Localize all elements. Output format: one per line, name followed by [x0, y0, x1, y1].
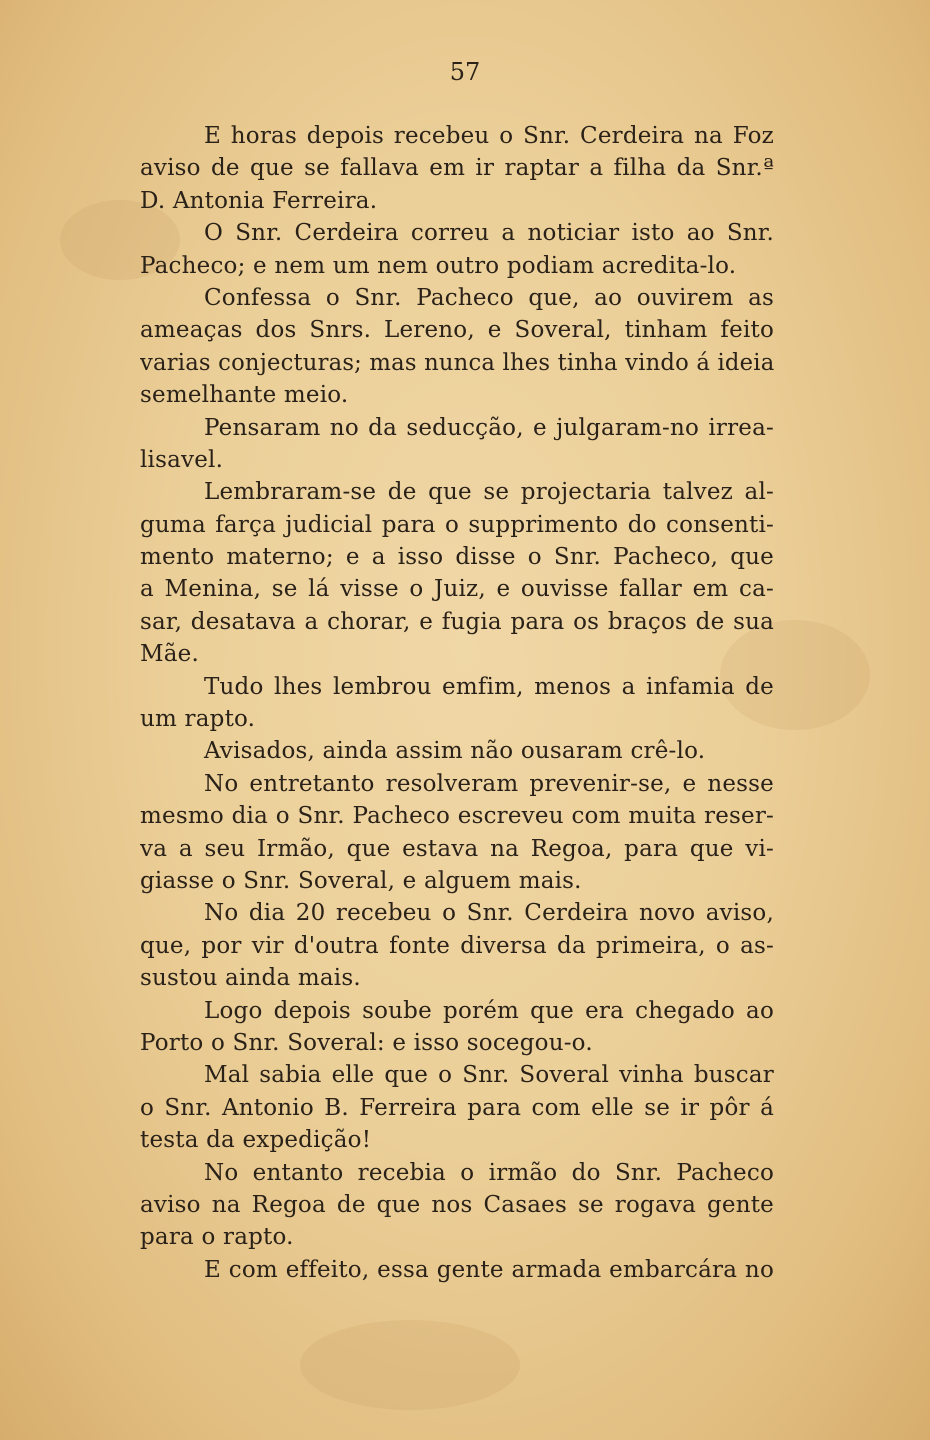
- text-line: No entanto recebia o irmão do Snr. Pacheco: [204, 1159, 774, 1186]
- text-line: sustou ainda mais.: [140, 965, 361, 992]
- text-line: Pensaram no da seducção, e julgaram-no irrea-: [204, 414, 774, 441]
- text-line: E horas depois recebeu o Snr. Cerdeira na Foz: [204, 123, 774, 149]
- text-line: O Snr. Cerdeira correu a noticiar isto ao Snr.: [204, 220, 774, 247]
- text-line: um rapto.: [140, 706, 256, 733]
- page-number: 57: [449, 58, 481, 86]
- text-line: ameaças dos Snrs. Lereno, e Soveral, tinham feito: [140, 317, 774, 344]
- text-line: D. Antonia Ferreira.: [140, 187, 378, 214]
- text-line: aviso na Regoa de que nos Casaes se rogava gente: [140, 1191, 774, 1218]
- text-line: sar, desatava a chorar, e fugia para os braços de sua: [140, 608, 774, 635]
- text-line: Avisados, ainda assim não ousaram crê-lo.: [204, 738, 706, 765]
- text-line: mesmo dia o Snr. Pacheco escreveu com muita reser-: [140, 803, 774, 830]
- text-line: a Menina, se lá visse o Juiz, e ouvisse fallar em ca-: [140, 576, 774, 603]
- text-line: E com effeito, essa gente armada embarcára no: [204, 1256, 774, 1283]
- text-line: o Snr. Antonio B. Ferreira para com elle se ir pôr á: [140, 1094, 774, 1121]
- text-line: Tudo lhes lembrou emfim, menos a infamia de: [204, 673, 774, 700]
- text-line: Mãe.: [140, 641, 199, 668]
- text-line: No entretanto resolveram prevenir-se, e nesse: [204, 770, 774, 797]
- body-text: [140, 120, 774, 1286]
- text-line: guma farça judicial para o supprimento do consenti-: [140, 511, 774, 538]
- text-line: aviso de que se fallava em ir raptar a filha da Snr.ª: [140, 155, 774, 182]
- text-line: Lembraram-se de que se projectaria talvez al-: [204, 479, 774, 506]
- paper-stain: [300, 1320, 520, 1410]
- text-line: mento materno; e a isso disse o Snr. Pacheco, que: [140, 544, 774, 571]
- text-line: testa da expedição!: [140, 1127, 372, 1154]
- text-line: Logo depois soube porém que era chegado ao: [204, 997, 774, 1024]
- text-line: Confessa o Snr. Pacheco que, ao ouvirem as: [204, 284, 774, 311]
- text-line: semelhante meio.: [140, 382, 349, 409]
- text-line: Pacheco; e nem um nem outro podiam acredita-lo.: [140, 252, 737, 279]
- text-line: No dia 20 recebeu o Snr. Cerdeira novo aviso,: [204, 900, 774, 927]
- text-line: Mal sabia elle que o Snr. Soveral vinha buscar: [204, 1062, 774, 1089]
- text-line: que, por vir d'outra fonte diversa da primeira, o as-: [140, 932, 774, 959]
- text-line: giasse o Snr. Soveral, e alguem mais.: [140, 867, 582, 894]
- text-line: varias conjecturas; mas nunca lhes tinha vindo á ideia: [140, 349, 774, 376]
- text-line: Porto o Snr. Soveral: e isso socegou-o.: [140, 1029, 593, 1056]
- text-line: lisavel.: [140, 446, 224, 473]
- text-line: va a seu Irmão, que estava na Regoa, para que vi-: [140, 835, 774, 862]
- text-line: para o rapto.: [140, 1224, 294, 1251]
